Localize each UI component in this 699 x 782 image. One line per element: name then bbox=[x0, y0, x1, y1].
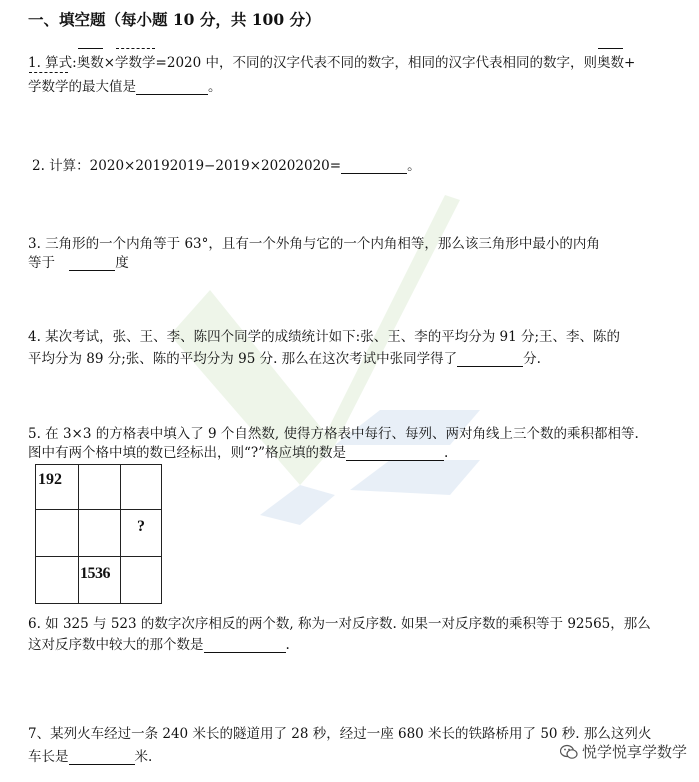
grid-cell bbox=[79, 465, 121, 510]
q3-prefix: 等于 bbox=[28, 255, 55, 271]
question-7-line-1: 7、某列火车经过一条 240 米长的隧道用了 28 秒，经过一座 680 米长的铁路桥用了 50 秒. 那么这列火 bbox=[28, 726, 652, 742]
q7-answer-blank[interactable] bbox=[69, 750, 135, 765]
question-1-line-2 bbox=[28, 75, 222, 95]
question-4-line-2 bbox=[28, 347, 541, 367]
question-7-line-2 bbox=[28, 745, 152, 765]
question-5-line-2 bbox=[28, 441, 448, 461]
grid-cell: 192 bbox=[36, 465, 79, 510]
q6-suffix: . bbox=[285, 637, 290, 653]
q6-prefix: 这对反序数中较大的那个数是 bbox=[28, 637, 204, 653]
grid-cell bbox=[79, 510, 121, 557]
q1-term-1: 奥数 bbox=[77, 51, 104, 71]
q1-term-3: 奥数 bbox=[597, 51, 624, 71]
grid-cell bbox=[121, 465, 162, 510]
q3-answer-blank[interactable] bbox=[69, 256, 115, 271]
question-6-line-1: 6. 如 325 与 523 的数字次序相反的两个数, 称为一对反序数. 如果一对反序数的乘积等于 92565，那么 bbox=[28, 616, 651, 632]
q2-end: 。 bbox=[407, 158, 421, 174]
grid-cell bbox=[121, 557, 162, 604]
q2-answer-blank[interactable] bbox=[341, 159, 407, 174]
q7-suffix: 米. bbox=[134, 749, 153, 765]
q5-prefix: 图中有两个格中填的数已经标出，则“?”格应填的数是 bbox=[28, 445, 347, 461]
q2-text: 2. 计算：2020×20192019−2019×20202020= bbox=[32, 158, 342, 174]
question-5-line-1: 5. 在 3×3 的方格表中填入了 9 个自然数, 使得方格表中每行、每列、两对角线上三个数的乘积都相等. bbox=[28, 426, 639, 442]
q1-mid: =2020 中，不同的汉字代表不同的数字，相同的汉字代表相同的数字，则 bbox=[155, 55, 598, 71]
wechat-icon bbox=[560, 744, 578, 760]
grid-cell: 1536 bbox=[79, 557, 121, 604]
q4-prefix: 平均分为 89 分;张、陈的平均分为 95 分. 那么在这次考试中张同学得了 bbox=[28, 351, 458, 367]
q1-plus: + bbox=[624, 55, 636, 71]
q6-answer-blank[interactable] bbox=[204, 638, 286, 653]
q1-prefix: 1. 算式: bbox=[28, 55, 77, 71]
question-3-line-1: 3. 三角形的一个内角等于 63°，且有一个外角与它的一个内角相等，那么该三角形中最小的内角 bbox=[28, 236, 600, 252]
q7-prefix: 车长是 bbox=[28, 749, 69, 765]
grid-cell bbox=[36, 557, 79, 604]
q5-suffix: . bbox=[444, 445, 449, 461]
grid-cell bbox=[36, 510, 79, 557]
q4-answer-blank[interactable] bbox=[457, 352, 523, 367]
magic-square-grid bbox=[35, 464, 162, 604]
section-heading: 一、填空题（每小题 10 分，共 100 分） bbox=[28, 10, 321, 29]
q1-answer-blank[interactable] bbox=[136, 80, 208, 95]
q5-answer-blank[interactable] bbox=[346, 446, 444, 461]
q4-suffix: 分. bbox=[523, 351, 541, 367]
question-6-line-2 bbox=[28, 633, 290, 653]
q1-term-4: 学数学 bbox=[28, 75, 69, 95]
q1-end: 。 bbox=[208, 79, 222, 95]
q3-suffix: 度 bbox=[115, 255, 129, 271]
question-3-line-2 bbox=[28, 251, 129, 271]
brand-watermark bbox=[560, 741, 687, 762]
q1-suffix: 的最大值是 bbox=[68, 79, 136, 95]
q1-times: × bbox=[103, 55, 116, 71]
grid-cell: ? bbox=[121, 510, 162, 557]
question-2 bbox=[32, 154, 421, 174]
question-1-line-1 bbox=[28, 51, 635, 71]
question-4-line-1: 4. 某次考试，张、王、李、陈四个同学的成绩统计如下:张、王、李的平均分为 91 分;王、李、陈的 bbox=[28, 329, 621, 345]
brand-text: 悦学悦享学数学 bbox=[581, 743, 687, 761]
q1-term-2: 学数学 bbox=[115, 51, 156, 71]
